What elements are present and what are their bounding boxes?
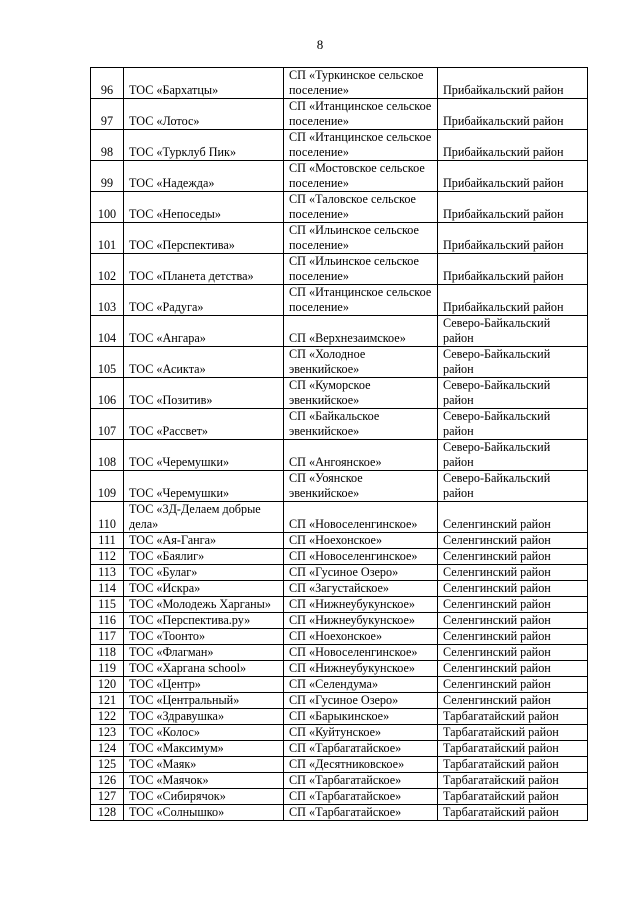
district-name: Прибайкальский район — [438, 285, 588, 316]
tos-name: ТОС «Харгана school» — [124, 661, 284, 677]
district-name: Селенгинский район — [438, 613, 588, 629]
district-name: Прибайкальский район — [438, 68, 588, 99]
district-name: Северо-Байкальский район — [438, 347, 588, 378]
row-number: 125 — [91, 757, 124, 773]
page-number: 8 — [316, 37, 324, 52]
settlement-name: СП «Итанцинское сельское поселение» — [284, 285, 438, 316]
tos-name: ТОС «Позитив» — [124, 378, 284, 409]
table-row — [91, 285, 588, 316]
table-row — [91, 773, 588, 789]
tos-name: ТОС «Ая-Ганга» — [124, 533, 284, 549]
tos-name: ТОС «Центр» — [124, 677, 284, 693]
row-number: 109 — [91, 471, 124, 502]
district-name: Селенгинский район — [438, 693, 588, 709]
settlement-name: СП «Нижнеубукунское» — [284, 613, 438, 629]
row-number: 111 — [91, 533, 124, 549]
settlement-name: СП «Нижнеубукунское» — [284, 597, 438, 613]
table-row — [91, 378, 588, 409]
tos-name: ТОС «Непоседы» — [124, 192, 284, 223]
row-number: 127 — [91, 789, 124, 805]
district-name: Тарбагатайский район — [438, 773, 588, 789]
settlement-name: СП «Гусиное Озеро» — [284, 693, 438, 709]
tos-name: ТОС «Маяк» — [124, 757, 284, 773]
district-name: Селенгинский район — [438, 661, 588, 677]
district-name: Селенгинский район — [438, 533, 588, 549]
row-number: 110 — [91, 502, 124, 533]
row-number: 119 — [91, 661, 124, 677]
row-number: 98 — [91, 130, 124, 161]
district-name: Селенгинский район — [438, 645, 588, 661]
table-row — [91, 597, 588, 613]
settlement-name: СП «Тарбагатайское» — [284, 773, 438, 789]
table-row — [91, 789, 588, 805]
district-name: Тарбагатайский район — [438, 757, 588, 773]
table-row — [91, 533, 588, 549]
settlement-name: СП «Селендума» — [284, 677, 438, 693]
settlement-name: СП «Итанцинское сельское поселение» — [284, 130, 438, 161]
table-row — [91, 347, 588, 378]
table-row — [91, 613, 588, 629]
tos-name: ТОС «3Д-Делаем добрые дела» — [124, 502, 284, 533]
row-number: 102 — [91, 254, 124, 285]
settlement-name: СП «Новоселенгинское» — [284, 549, 438, 565]
district-name: Тарбагатайский район — [438, 709, 588, 725]
district-name: Северо-Байкальский район — [438, 471, 588, 502]
tos-name: ТОС «Флагман» — [124, 645, 284, 661]
tos-name: ТОС «Сибирячок» — [124, 789, 284, 805]
row-number: 128 — [91, 805, 124, 821]
district-name: Тарбагатайский район — [438, 805, 588, 821]
district-name: Прибайкальский район — [438, 254, 588, 285]
row-number: 113 — [91, 565, 124, 581]
row-number: 105 — [91, 347, 124, 378]
table-row — [91, 677, 588, 693]
settlement-name: СП «Ноехонское» — [284, 629, 438, 645]
table-row — [91, 502, 588, 533]
settlement-name: СП «Тарбагатайское» — [284, 805, 438, 821]
district-name: Селенгинский район — [438, 629, 588, 645]
district-name: Тарбагатайский район — [438, 741, 588, 757]
district-name: Селенгинский район — [438, 597, 588, 613]
table-row — [91, 645, 588, 661]
row-number: 108 — [91, 440, 124, 471]
table-row — [91, 99, 588, 130]
table-row — [91, 471, 588, 502]
district-name: Селенгинский район — [438, 677, 588, 693]
tos-name: ТОС «Маячок» — [124, 773, 284, 789]
settlement-name: СП «Мостовское сельское поселение» — [284, 161, 438, 192]
table-row — [91, 68, 588, 99]
row-number: 118 — [91, 645, 124, 661]
table-row — [91, 254, 588, 285]
tos-name: ТОС «Баялиг» — [124, 549, 284, 565]
tos-name: ТОС «Ангара» — [124, 316, 284, 347]
settlement-name: СП «Тарбагатайское» — [284, 789, 438, 805]
tos-name: ТОС «Молодежь Харганы» — [124, 597, 284, 613]
table-row — [91, 709, 588, 725]
district-name: Селенгинский район — [438, 581, 588, 597]
tos-name: ТОС «Солнышко» — [124, 805, 284, 821]
district-name: Прибайкальский район — [438, 130, 588, 161]
table-row — [91, 161, 588, 192]
district-name: Тарбагатайский район — [438, 725, 588, 741]
row-number: 124 — [91, 741, 124, 757]
row-number: 115 — [91, 597, 124, 613]
district-name: Прибайкальский район — [438, 99, 588, 130]
row-number: 104 — [91, 316, 124, 347]
tos-name: ТОС «Колос» — [124, 725, 284, 741]
settlement-name: СП «Ильинское сельское поселение» — [284, 223, 438, 254]
row-number: 120 — [91, 677, 124, 693]
settlement-name: СП «Новоселенгинское» — [284, 645, 438, 661]
district-name: Селенгинский район — [438, 565, 588, 581]
registry-table-body — [91, 68, 588, 821]
row-number: 117 — [91, 629, 124, 645]
table-row — [91, 725, 588, 741]
district-name: Северо-Байкальский район — [438, 316, 588, 347]
district-name: Северо-Байкальский район — [438, 440, 588, 471]
table-row — [91, 565, 588, 581]
row-number: 114 — [91, 581, 124, 597]
table-row — [91, 130, 588, 161]
tos-name: ТОС «Лотос» — [124, 99, 284, 130]
tos-name: ТОС «Булаг» — [124, 565, 284, 581]
district-name: Тарбагатайский район — [438, 789, 588, 805]
settlement-name: СП «Нижнеубукунское» — [284, 661, 438, 677]
table-row — [91, 661, 588, 677]
tos-name: ТОС «Центральный» — [124, 693, 284, 709]
table-row — [91, 629, 588, 645]
district-name: Селенгинский район — [438, 549, 588, 565]
settlement-name: СП «Тарбагатайское» — [284, 741, 438, 757]
settlement-name: СП «Байкальское эвенкийское» — [284, 409, 438, 440]
row-number: 106 — [91, 378, 124, 409]
table-row — [91, 805, 588, 821]
tos-name: ТОС «Черемушки» — [124, 471, 284, 502]
row-number: 103 — [91, 285, 124, 316]
table-row — [91, 581, 588, 597]
settlement-name: СП «Новоселенгинское» — [284, 502, 438, 533]
table-row — [91, 741, 588, 757]
tos-name: ТОС «Максимум» — [124, 741, 284, 757]
settlement-name: СП «Куморское эвенкийское» — [284, 378, 438, 409]
tos-name: ТОС «Радуга» — [124, 285, 284, 316]
settlement-name: СП «Десятниковское» — [284, 757, 438, 773]
settlement-name: СП «Загустайское» — [284, 581, 438, 597]
table-row — [91, 440, 588, 471]
row-number: 97 — [91, 99, 124, 130]
table-row — [91, 316, 588, 347]
row-number: 121 — [91, 693, 124, 709]
table-row — [91, 693, 588, 709]
district-name: Северо-Байкальский район — [438, 409, 588, 440]
row-number: 112 — [91, 549, 124, 565]
district-name: Селенгинский район — [438, 502, 588, 533]
settlement-name: СП «Верхнезаимское» — [284, 316, 438, 347]
tos-name: ТОС «Бархатцы» — [124, 68, 284, 99]
row-number: 99 — [91, 161, 124, 192]
row-number: 122 — [91, 709, 124, 725]
settlement-name: СП «Куйтунское» — [284, 725, 438, 741]
settlement-name: СП «Барыкинское» — [284, 709, 438, 725]
registry-table — [90, 67, 588, 821]
settlement-name: СП «Таловское сельское поселение» — [284, 192, 438, 223]
tos-name: ТОС «Рассвет» — [124, 409, 284, 440]
row-number: 107 — [91, 409, 124, 440]
settlement-name: СП «Итанцинское сельское поселение» — [284, 99, 438, 130]
tos-name: ТОС «Перспектива.ру» — [124, 613, 284, 629]
tos-name: ТОС «Черемушки» — [124, 440, 284, 471]
district-name: Прибайкальский район — [438, 192, 588, 223]
row-number: 101 — [91, 223, 124, 254]
tos-name: ТОС «Искра» — [124, 581, 284, 597]
tos-name: ТОС «Перспектива» — [124, 223, 284, 254]
table-row — [91, 409, 588, 440]
settlement-name: СП «Ангоянское» — [284, 440, 438, 471]
tos-name: ТОС «Надежда» — [124, 161, 284, 192]
tos-name: ТОС «Асикта» — [124, 347, 284, 378]
table-row — [91, 757, 588, 773]
table-row — [91, 549, 588, 565]
settlement-name: СП «Холодное эвенкийское» — [284, 347, 438, 378]
district-name: Северо-Байкальский район — [438, 378, 588, 409]
district-name: Прибайкальский район — [438, 161, 588, 192]
tos-name: ТОС «Тоонто» — [124, 629, 284, 645]
district-name: Прибайкальский район — [438, 223, 588, 254]
settlement-name: СП «Ильинское сельское поселение» — [284, 254, 438, 285]
tos-name: ТОС «Турклуб Пик» — [124, 130, 284, 161]
settlement-name: СП «Уоянское эвенкийское» — [284, 471, 438, 502]
row-number: 126 — [91, 773, 124, 789]
table-row — [91, 192, 588, 223]
tos-name: ТОС «Здравушка» — [124, 709, 284, 725]
settlement-name: СП «Ноехонское» — [284, 533, 438, 549]
settlement-name: СП «Туркинское сельское поселение» — [284, 68, 438, 99]
row-number: 116 — [91, 613, 124, 629]
row-number: 100 — [91, 192, 124, 223]
row-number: 123 — [91, 725, 124, 741]
row-number: 96 — [91, 68, 124, 99]
settlement-name: СП «Гусиное Озеро» — [284, 565, 438, 581]
tos-name: ТОС «Планета детства» — [124, 254, 284, 285]
table-row — [91, 223, 588, 254]
